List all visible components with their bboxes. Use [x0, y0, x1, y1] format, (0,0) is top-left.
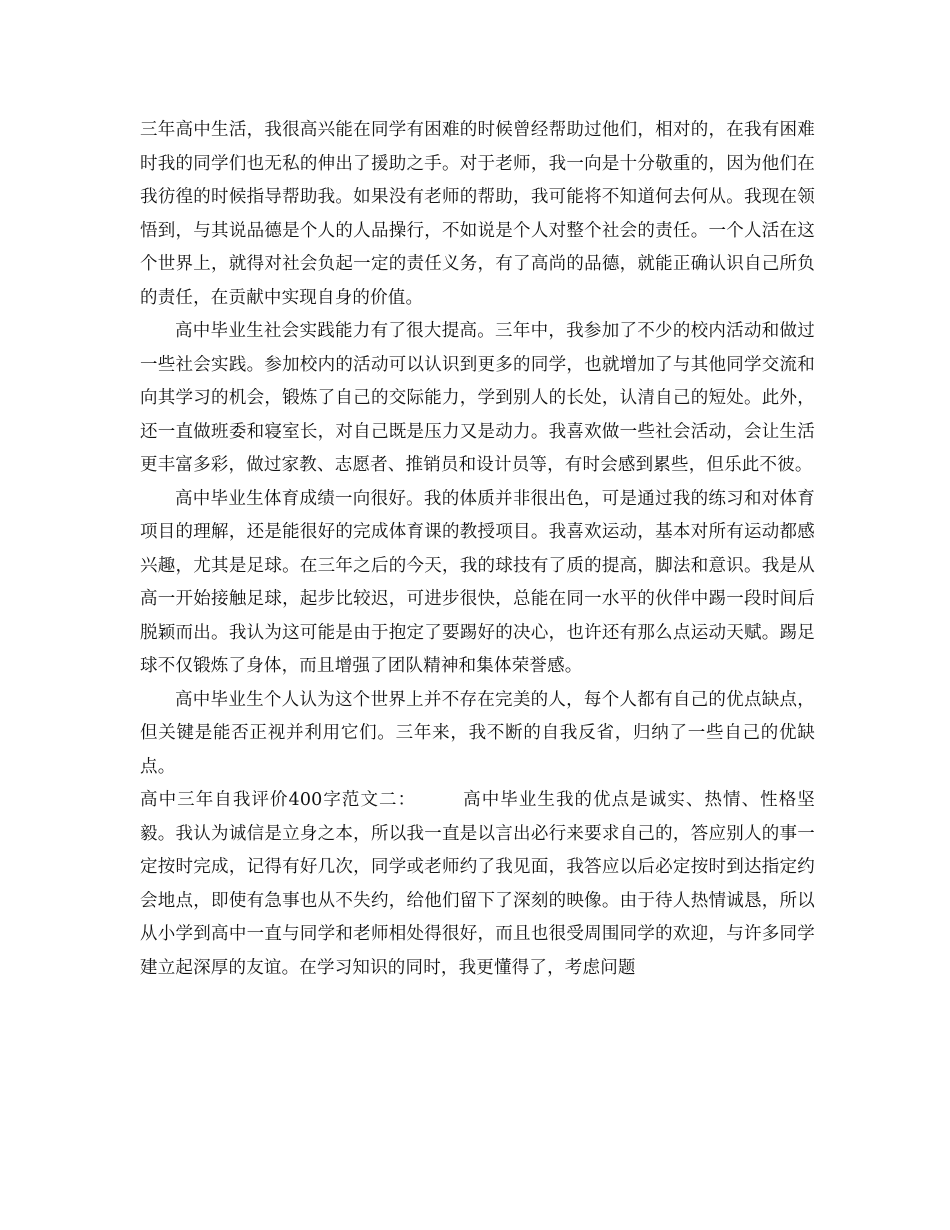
- paragraph-social-practice: 高中毕业生社会实践能力有了很大提高。三年中，我参加了不少的校内活动和做过一些社会实践。参加校内的活动可以认识到更多的同学，也就增加了与其他同学交流和向其学习的机会，锻炼了自己的交际能力，学到别人的长处，认清自己的短处。此外，还一直做班委和寝室长，对自己既是压力又是动力。我喜欢做一些社会活动，会让生活更丰富多彩，做过家教、志愿者、推销员和设计员等，有时会感到累些，但乐此不彼。: [140, 321, 815, 475]
- document-page: [140, 114, 815, 985]
- paragraph-self-reflection: 高中毕业生个人认为这个世界上并不存在完美的人，每个人都有自己的优点缺点，但关键是能否正视并利用它们。三年来，我不断的自我反省，归纳了一些自己的优缺点。: [140, 689, 815, 777]
- section-gap: [407, 790, 463, 810]
- section-body: 高中毕业生我的优点是诚实、热情、性格坚毅。我认为诚信是立身之本，所以我一直是以言出必行来要求自己的，答应别人的事一定按时完成，记得有好几次，同学或老师约了我见面，我答应以后必定按时到达指定约会地点，即使有急事也从不失约，给他们留下了深刻的映像。由于待人热情诚恳，所以从小学到高中一直与同学和老师相处得很好，而且也很受周围同学的欢迎，与许多同学建立起深厚的友谊。在学习知识的同时，我更懂得了，考虑问题: [140, 790, 815, 978]
- paragraph-moral-character: 三年高中生活，我很高兴能在同学有困难的时候曾经帮助过他们，相对的，在我有困难时我的同学们也无私的伸出了援助之手。对于老师，我一向是十分敬重的，因为他们在我彷徨的时候指导帮助我。如果没有老师的帮助，我可能将不知道何去何从。我现在领悟到，与其说品德是个人的人品操行，不如说是个人对整个社会的责任。一个人活在这个世界上，就得对社会负起一定的责任义务，有了高尚的品德，就能正确认识自己所负的责任，在贡献中实现自身的价值。: [140, 120, 815, 308]
- section-heading: 高中三年自我评价400字范文二：: [140, 790, 408, 810]
- paragraph-essay-two: [140, 784, 815, 985]
- paragraph-physical-education: 高中毕业生体育成绩一向很好。我的体质并非很出色，可是通过我的练习和对体育项目的理解，还是能很好的完成体育课的教授项目。我喜欢运动，基本对所有运动都感兴趣，尤其是足球。在三年之后的今天，我的球技有了质的提高，脚法和意识。我是从高一开始接触足球，起步比较迟，可进步很快，总能在同一水平的伙伴中踢一段时间后脱颖而出。我认为这可能是由于抱定了要踢好的决心，也许还有那么点运动天赋。踢足球不仅锻炼了身体，而且增强了团队精神和集体荣誉感。: [140, 488, 815, 676]
